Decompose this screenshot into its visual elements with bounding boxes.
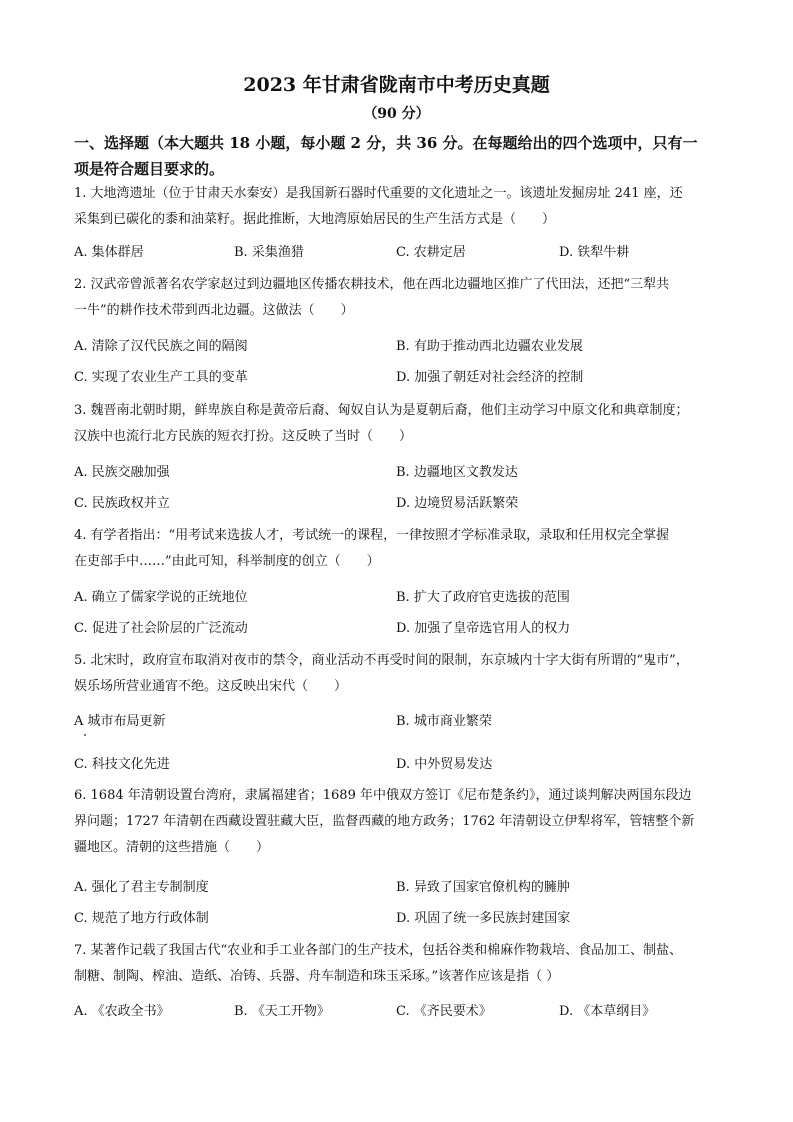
option-a: A. 清除了汉代民族之间的隔阂 (74, 339, 248, 354)
option-c: C. 农耕定居 (396, 245, 466, 260)
question-3-options-row1 (74, 461, 724, 485)
question-line: 制糖、制陶、榨油、造纸、冶铸、兵器、舟车制造和珠玉采琢。”该著作应该是指（ ） (74, 969, 560, 984)
question-1-stem (74, 181, 724, 233)
option-c: C. 规范了地方行政体制 (74, 911, 209, 926)
question-6-options-row1 (74, 876, 724, 900)
question-2-stem (74, 272, 724, 324)
question-line: 汉族中也流行北方民族的短衣打扮。这反映了当时（ ） (74, 429, 413, 444)
option-b: B. 异致了国家官僚机构的臃肿 (396, 880, 570, 895)
page-subtitle: （90 分） (363, 106, 430, 122)
page-title: 2023 年甘肃省陇南市中考历史真题 (243, 74, 550, 96)
option-b: B. 边疆地区文教发达 (396, 465, 518, 480)
question-4-options-row2 (74, 617, 724, 641)
question-line: 7. 某著作记载了我国古代“农业和手工业各部门的生产技术，包括谷类和棉麻作物栽培、食品加工、制盐、 (74, 943, 683, 958)
question-7-stem (74, 938, 724, 990)
section-heading-line: 项是符合题目要求的。 (74, 160, 225, 178)
option-c: C. 《齐民要术》 (396, 1004, 492, 1019)
option-a: A. 确立了儒家学说的正统地位 (74, 590, 248, 605)
question-4-stem (74, 523, 724, 575)
question-6-options-row2 (74, 907, 724, 931)
option-b: B. 《天工开物》 (234, 1004, 330, 1019)
question-6-stem (74, 783, 724, 861)
question-3-stem (74, 398, 724, 450)
question-2-options-row2 (74, 366, 724, 390)
question-5-options-row2 (74, 753, 724, 777)
section-heading (74, 130, 724, 182)
question-4-options-row1 (74, 586, 724, 610)
option-a: A. 强化了君主专制制度 (74, 880, 209, 895)
option-c: C. 科技文化先进 (74, 757, 170, 772)
question-line: 在吏部手中……”由此可知，科举制度的创立（ ） (74, 554, 380, 569)
question-2-options-row1 (74, 335, 724, 359)
option-d: D. 加强了朝廷对社会经济的控制 (396, 370, 584, 385)
option-d: D. 铁犁牛耕 (559, 245, 630, 260)
question-line: 1. 大地湾遗址（位于甘肃天水秦安）是我国新石器时代重要的文化遗址之一。该遗址发掘房址 241 座，还 (74, 186, 683, 201)
option-a: A. 民族交融加强 (74, 465, 170, 480)
question-1-options (74, 241, 724, 265)
question-5-stem (74, 648, 724, 700)
question-line: 4. 有学者指出：“用考试来选拔人才，考试统一的课程，一律按照才学标准录取，录取和任用权完全掌握 (74, 528, 670, 543)
option-c: C. 民族政权并立 (74, 496, 170, 511)
option-d: D. 加强了皇帝选官用人的权力 (396, 621, 571, 636)
option-d: D. 边境贸易活跃繁荣 (396, 496, 519, 511)
question-7-options (74, 1000, 724, 1024)
option-d: D. 中外贸易发达 (396, 757, 493, 772)
option-b: B. 扩大了政府官吏选拔的范围 (396, 590, 570, 605)
question-line: 采集到已碳化的黍和油菜籽。据此推断，大地湾原始居民的生产生活方式是（ ） (74, 212, 556, 227)
question-line: 3. 魏晋南北朝时期，鲜卑族自称是黄帝后裔、匈奴自认为是夏朝后裔，他们主动学习中原文化和典章制度； (74, 403, 689, 418)
question-line: 5. 北宋时，政府宣布取消对夜市的禁令，商业活动不再受时间的限制，东京城内十字大街有所谓的“鬼市”， (74, 653, 689, 668)
option-a: A 城市布局更新 (74, 714, 166, 729)
question-line: 疆地区。清朝的这些措施（ ） (74, 840, 270, 855)
question-line: 一牛”的耕作技术带到西北边疆。这做法（ ） (74, 303, 354, 318)
section-heading-line: 一、选择题（本大题共 18 小题，每小题 2 分，共 36 分。在每题给出的四个选项中，只有一 (74, 134, 698, 152)
option-d: D. 巩固了统一多民族封建国家 (396, 911, 571, 926)
option-a: A. 《农政全书》 (74, 1004, 170, 1019)
option-a: A. 集体群居 (74, 245, 144, 260)
option-b: B. 有助于推动西北边疆农业发展 (396, 339, 583, 354)
option-c: C. 实现了农业生产工具的变革 (74, 370, 248, 385)
stray-mark (84, 734, 86, 736)
question-line: 6. 1684 年清朝设置台湾府，隶属福建省；1689 年中俄双方签订《尼布楚条约》，通过谈判解决两国东段边 (74, 788, 692, 803)
option-b: B. 城市商业繁荣 (396, 714, 492, 729)
option-d: D. 《本草纲目》 (559, 1004, 656, 1019)
question-5-options-row1 (74, 710, 724, 734)
question-line: 2. 汉武帝曾派著名农学家赵过到边疆地区传播农耕技术，他在西北边疆地区推广了代田法，还把“三犁共 (74, 277, 670, 292)
option-c: C. 促进了社会阶层的广泛流动 (74, 621, 248, 636)
question-line: 界问题；1727 年清朝在西藏设置驻藏大臣，监督西藏的地方政务；1762 年清朝设立伊犁将军，管辖整个新 (74, 814, 695, 829)
option-b: B. 采集渔猎 (234, 245, 304, 260)
question-line: 娱乐场所营业通宵不绝。这反映出宋代（ ） (74, 679, 348, 694)
question-3-options-row2 (74, 492, 724, 516)
